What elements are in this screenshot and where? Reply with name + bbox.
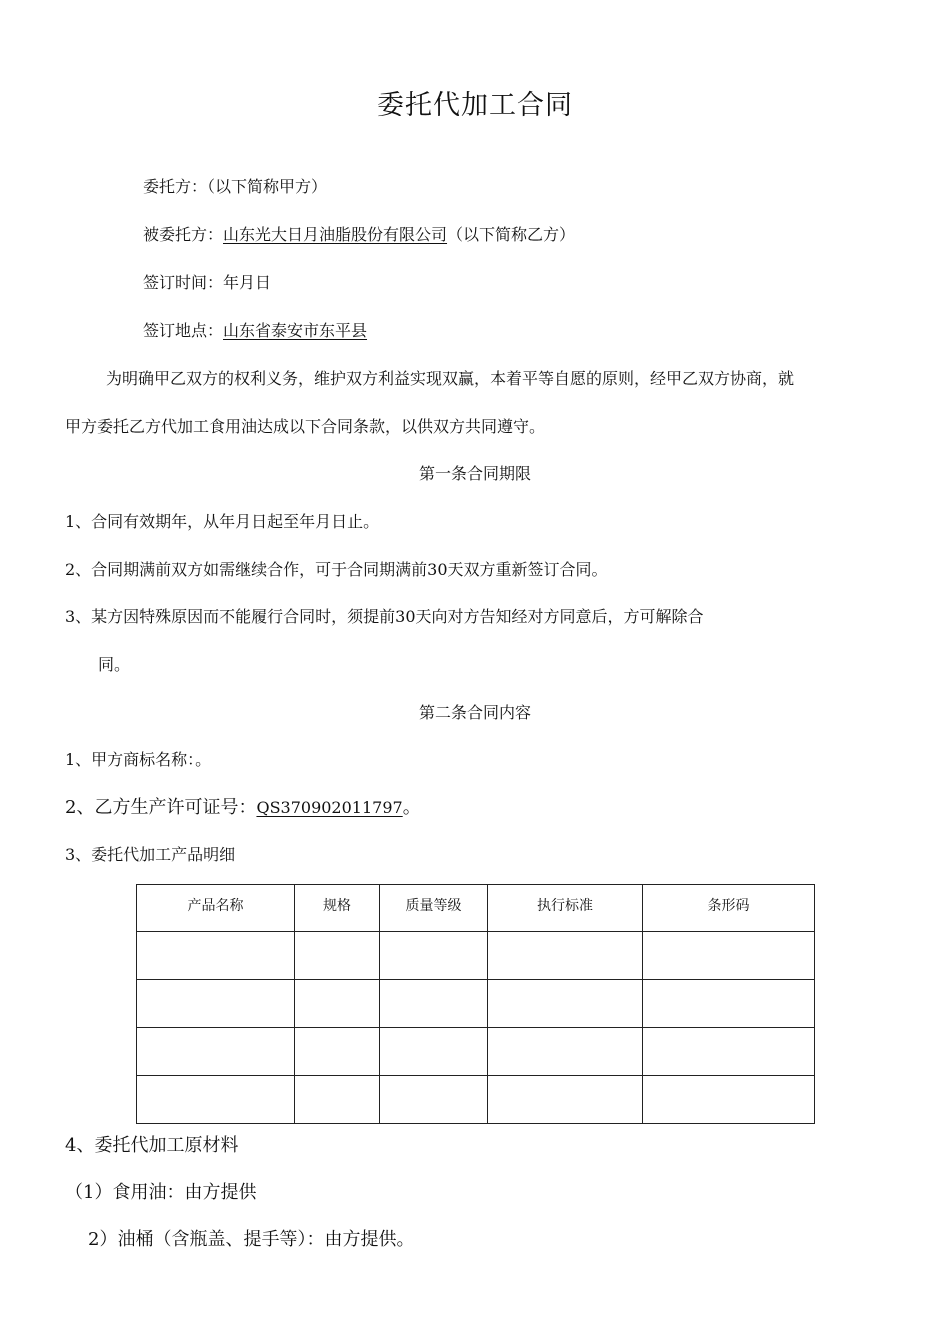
client-label: 委托方： — [143, 177, 208, 196]
preamble-line-1: 为明确甲乙双方的权利义务，维护双方利益实现双赢，本着平等自愿的原则，经甲乙双方协商，就 — [106, 369, 795, 388]
table-cell — [488, 980, 643, 1028]
header-product-name: 产品名称 — [137, 885, 295, 932]
table-row — [137, 1028, 815, 1076]
client-suffix: （以下简称甲方） — [207, 177, 328, 196]
article2-item-3: 3、委托代加工产品明细 — [65, 845, 236, 864]
article2-sub-2: 2）油桶（含瓶盖、提手等）：由方提供。 — [88, 1229, 415, 1250]
article2-item-2 — [65, 799, 421, 817]
product-detail-table — [136, 884, 815, 1124]
table-cell — [643, 932, 815, 980]
article2-sub-1: （1）食用油：由方提供 — [65, 1182, 257, 1203]
article2-item-4: 4、委托代加工原材料 — [65, 1135, 239, 1156]
article2-heading: 第二条合同内容 — [418, 703, 531, 722]
table-cell — [488, 932, 643, 980]
table-row — [137, 1076, 815, 1124]
header-quality-grade: 质量等级 — [380, 885, 488, 932]
article1-item-3-line-1: 3、某方因特殊原因而不能履行合同时，须提前30天向对方告知经对方同意后，方可解除合 — [65, 607, 704, 626]
table-cell — [295, 1076, 380, 1124]
license-number: QS370902011797 — [256, 798, 403, 817]
license-end: 。 — [402, 797, 421, 818]
table-cell — [380, 1028, 488, 1076]
client-line — [143, 179, 327, 195]
table-cell — [137, 1076, 295, 1124]
place-label: 签订地点： — [143, 321, 224, 340]
article2-item-1: 1、甲方商标名称：。 — [65, 750, 212, 769]
license-label: 2、乙方生产许可证号： — [65, 797, 257, 818]
contractor-label: 被委托方： — [143, 225, 224, 244]
header-barcode: 条形码 — [643, 885, 815, 932]
table-header-row — [137, 885, 815, 932]
date-line — [143, 275, 271, 291]
table-row — [137, 932, 815, 980]
table-cell — [380, 932, 488, 980]
table-cell — [295, 932, 380, 980]
table-cell — [137, 932, 295, 980]
table-cell — [295, 980, 380, 1028]
date-label: 签订时间： — [143, 273, 224, 292]
table-cell — [488, 1076, 643, 1124]
table-cell — [643, 1028, 815, 1076]
table-row — [137, 980, 815, 1028]
table-cell — [380, 1076, 488, 1124]
date-value: 年月日 — [223, 273, 272, 292]
article1-heading: 第一条合同期限 — [418, 464, 531, 483]
table-cell — [643, 980, 815, 1028]
table-cell — [295, 1028, 380, 1076]
article1-item-3-line-2: 同。 — [98, 655, 131, 674]
table-cell — [137, 980, 295, 1028]
table-cell — [137, 1028, 295, 1076]
contractor-suffix: （以下简称乙方） — [447, 225, 576, 244]
article1-item-2: 2、合同期满前双方如需继续合作，可于合同期满前30天双方重新签订合同。 — [65, 560, 608, 579]
place-line — [143, 323, 367, 339]
document-title: 委托代加工合同 — [377, 90, 573, 121]
place-value: 山东省泰安市东平县 — [223, 321, 368, 340]
contractor-name: 山东光大日月油脂股份有限公司 — [223, 225, 448, 244]
header-standard: 执行标准 — [488, 885, 643, 932]
table-cell — [643, 1076, 815, 1124]
table-cell — [380, 980, 488, 1028]
contractor-line — [143, 227, 575, 243]
article1-item-1: 1、合同有效期年，从年月日起至年月日止。 — [65, 512, 380, 531]
header-spec: 规格 — [295, 885, 380, 932]
table-cell — [488, 1028, 643, 1076]
preamble-line-2: 甲方委托乙方代加工食用油达成以下合同条款，以供双方共同遵守。 — [65, 417, 546, 436]
